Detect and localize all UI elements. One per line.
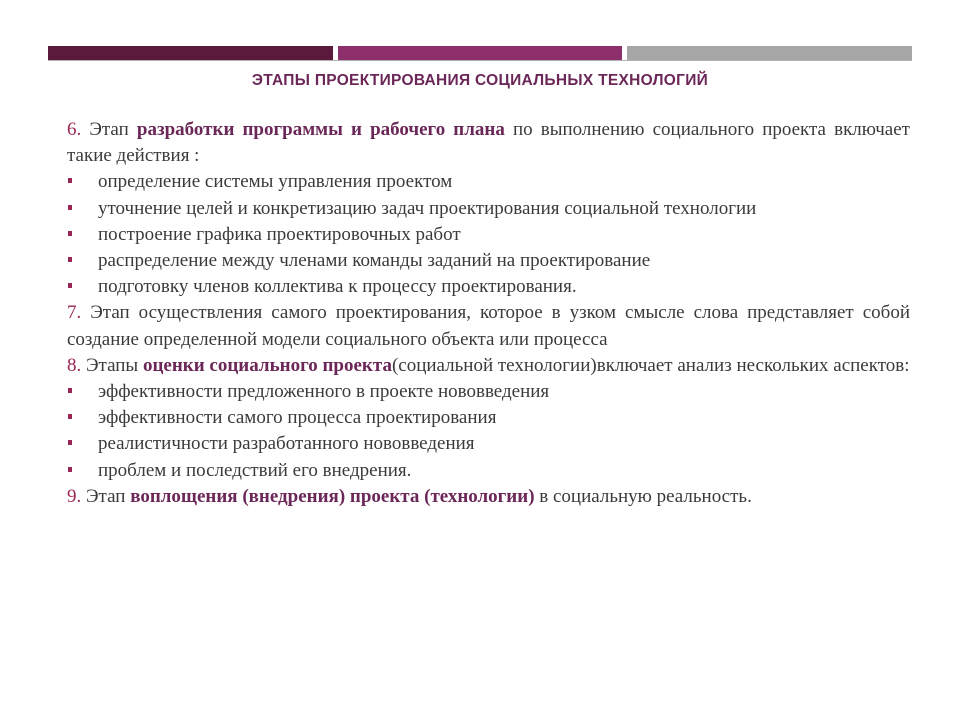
stage-8-pre: Этапы [81, 354, 143, 376]
list-item: построение графика проектировочных работ [67, 222, 910, 248]
stage-8-post: (социальной технологии)включает анализ нескольких аспектов: [391, 354, 910, 376]
stage-6-number: 6. [67, 119, 82, 140]
list-item: эффективности самого процесса проектирования [67, 405, 910, 431]
stage-7-number: 7. [67, 302, 82, 324]
stage-8-highlight: оценки социального проекта [142, 354, 392, 376]
header-bar-gray [627, 46, 912, 60]
stage-6-post: по выполнению социального проекта включает такие действия : [67, 119, 910, 167]
bullet-icon [68, 205, 72, 210]
header-bar-magenta [338, 46, 622, 60]
list-item: подготовку членов коллектива к процессу проектирования. [67, 274, 910, 300]
slide-body [67, 117, 910, 510]
list-item: распределение между членами команды заданий на проектирование [67, 248, 910, 274]
bullet-icon [68, 283, 72, 288]
stage-7-text: Этап осуществления самого проектирования, которое в узком смысле слова представляет собой создание определенной модели социального объекта или процесса [67, 302, 910, 350]
stage-8-paragraph [67, 353, 910, 379]
list-item: проблем и последствий его внедрения. [67, 458, 910, 484]
bullet-icon [68, 257, 72, 262]
stage-6-highlight: разработки программы и рабочего плана [136, 119, 505, 140]
stage-8-list [67, 379, 910, 484]
stage-9-post: в социальную реальность. [534, 485, 752, 507]
stage-6-pre: Этап [81, 119, 137, 140]
bullet-icon [68, 467, 72, 472]
list-item: реалистичности разработанного нововведения [67, 431, 910, 457]
stage-9-number: 9. [67, 485, 82, 507]
stage-6-list [67, 169, 910, 300]
bullet-icon [68, 178, 72, 183]
stage-9-paragraph [67, 484, 910, 510]
stage-7-paragraph [67, 300, 910, 352]
bullet-icon [68, 414, 72, 419]
stage-9-pre: Этап [81, 485, 131, 507]
bullet-icon [68, 440, 72, 445]
header-bar-dark [48, 46, 333, 60]
list-item: определение системы управления проектом [67, 169, 910, 195]
list-item: эффективности предложенного в проекте нововведения [67, 379, 910, 405]
stage-8-number: 8. [67, 354, 82, 376]
stage-9-highlight: воплощения (внедрения) проекта (технологии) [130, 485, 535, 507]
header-decoration [48, 46, 912, 60]
bullet-icon [68, 231, 72, 236]
header-underline [48, 60, 912, 61]
stage-6-paragraph [67, 117, 910, 169]
bullet-icon [68, 388, 72, 393]
slide-title: ЭТАПЫ ПРОЕКТИРОВАНИЯ СОЦИАЛЬНЫХ ТЕХНОЛОГИЙ [251, 72, 709, 89]
list-item: уточнение целей и конкретизацию задач проектирования социальной технологии [67, 196, 910, 222]
